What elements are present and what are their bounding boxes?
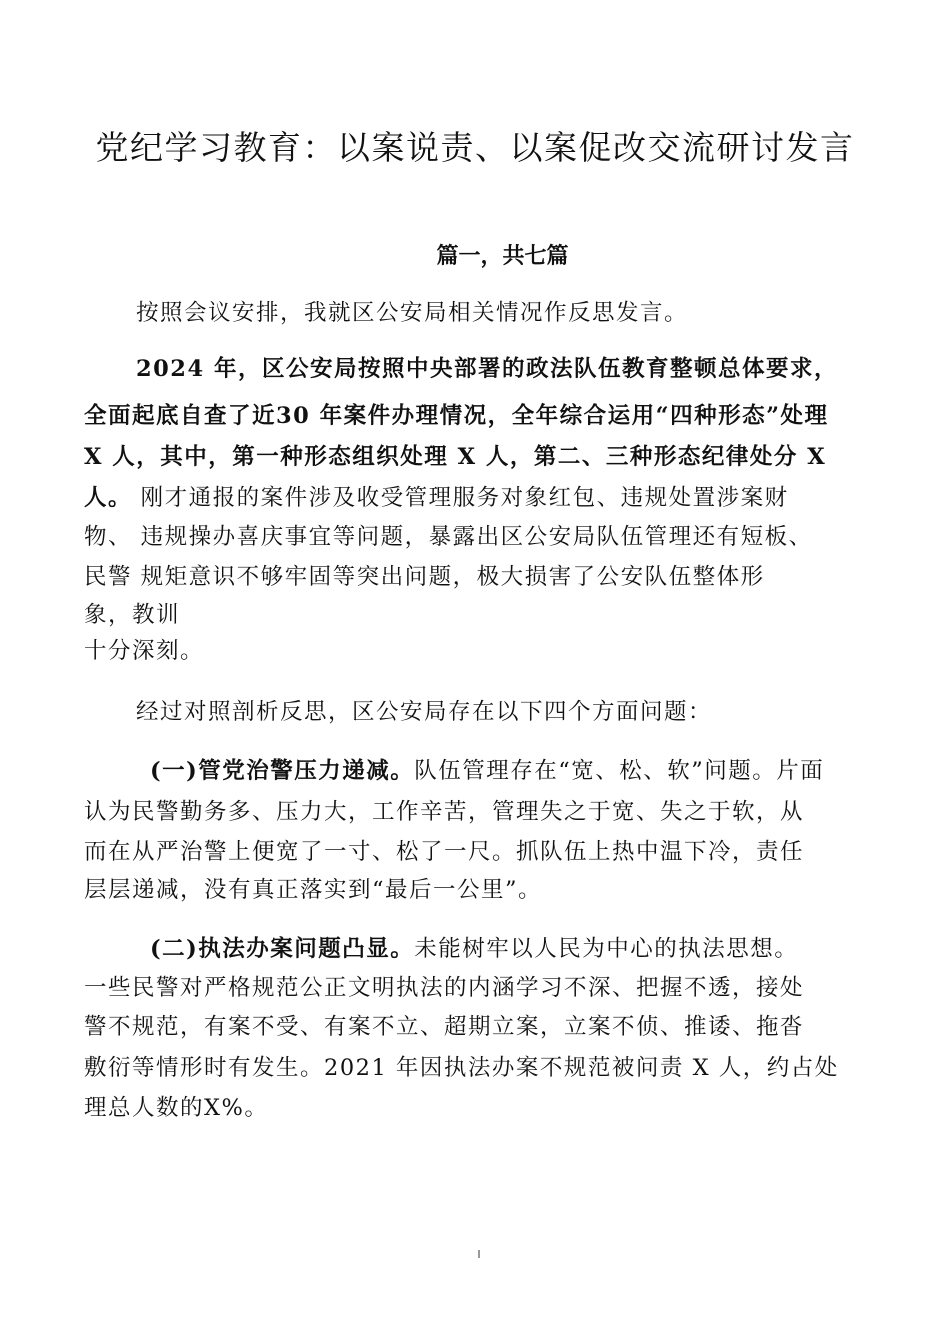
paragraph-line: 层层递减，没有真正落实到“最后一公里”。	[84, 877, 543, 903]
paragraph-line: 而在从严治警上便宽了一寸、松了一尺。抓队伍上热中温下冷，责任	[84, 839, 805, 865]
page-footer-mark	[478, 1250, 480, 1258]
paragraph-line: 物、 违规操办喜庆事宜等问题，暴露出区公安局队伍管理还有短板、	[84, 524, 813, 550]
paragraph-line: 全面起底自查了近30 年案件办理情况，全年综合运用“四种形态”处理	[84, 403, 829, 429]
section-heading: (一)管党治警压力递减。	[150, 758, 415, 784]
paragraph-line	[150, 933, 798, 965]
paragraph-line	[150, 755, 824, 787]
section-heading: (二)执法办案问题凸显。	[150, 936, 415, 962]
paragraph-text: 未能树牢以人民为中心的执法思想。	[414, 936, 799, 962]
paragraph-line: 敷衍等情形时有发生。2021 年因执法办案不规范被问责 X 人，约占处	[84, 1055, 839, 1081]
paragraph-line: 警不规范，有案不受、有案不立、超期立案，立案不侦、推诿、拖沓	[84, 1014, 805, 1040]
paragraph-line: 2024 年，区公安局按照中央部署的政法队伍教育整顿总体要求，	[136, 356, 838, 382]
paragraph-text: 队伍管理存在“宽、松、软”问题。片面	[414, 758, 825, 784]
paragraph-line: 理总人数的X%。	[84, 1095, 269, 1121]
paragraph-problems-intro: 经过对照剖析反思，区公安局存在以下四个方面问题：	[136, 699, 713, 725]
paragraph-line	[84, 482, 789, 514]
paragraph-bold-text: 人。	[84, 485, 133, 511]
paragraph-line: X 人，其中，第一种形态组织处理 X 人，第二、三种形态纪律处分 X	[84, 444, 827, 470]
paragraph-text: 刚才通报的案件涉及收受管理服务对象红包、违规处置涉案财	[132, 485, 789, 511]
paragraph-line: 认为民警勤务多、压力大，工作辛苦，管理失之于宽、失之于软，从	[84, 799, 805, 825]
document-title: 党纪学习教育：以案说责、以案促改交流研讨发言	[95, 128, 855, 167]
document-subtitle: 篇一，共七篇	[436, 243, 569, 269]
paragraph-line: 民警 规矩意识不够牢固等突出问题，极大损害了公安队伍整体形	[84, 564, 765, 590]
paragraph-line: 一些民警对严格规范公正文明执法的内涵学习不深、把握不透，接处	[84, 975, 805, 1001]
paragraph-line: 象，教训	[84, 602, 181, 628]
intro-paragraph: 按照会议安排，我就区公安局相关情况作反思发言。	[136, 300, 689, 326]
paragraph-line: 十分深刻。	[84, 638, 205, 664]
